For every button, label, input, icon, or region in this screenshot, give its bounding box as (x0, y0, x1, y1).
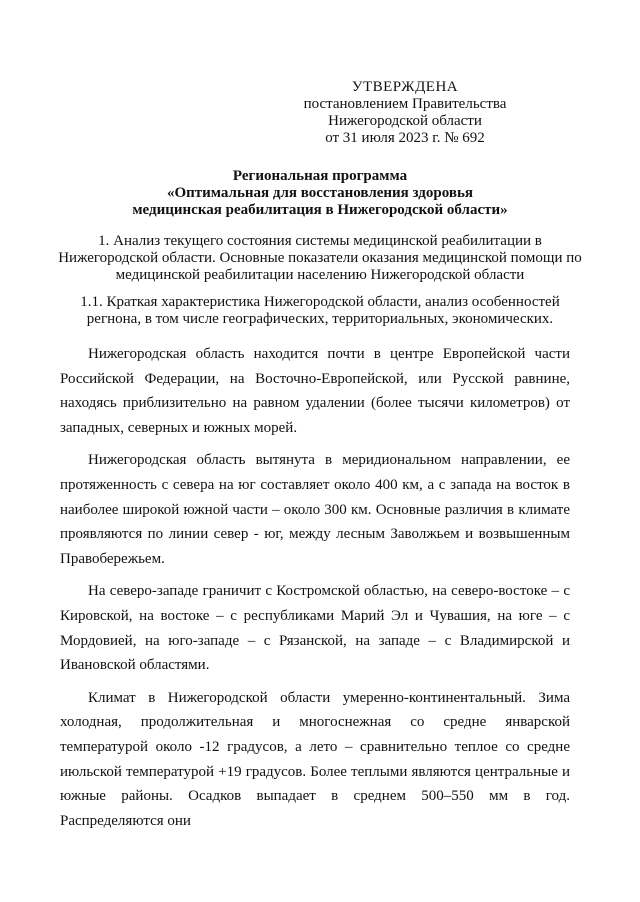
section-heading-line: медицинской реабилитации населению Нижегородской области (115, 267, 525, 283)
paragraph-location: Нижегородская область находится почти в центре Европейской части Российской Федерации, на Восточно-Европейской, или Русской равнине, находясь приблизительно на равном удалении (более тысячи километров) от западных, северных и южных морей. (60, 346, 570, 436)
program-title (60, 168, 580, 219)
paragraph-borders: На северо-западе граничит с Костромской областью, на северо-востоке – с Кировской, на востоке – с республиками Марий Эл и Чувашия, на юге – с Мордовией, на юго-западе – с Рязанской, на западе – с Владимирской и Ивановской областями. (60, 583, 570, 674)
paragraph-extent: Нижегородская область вытянута в меридиональном направлении, ее протяженность с севера на юг составляет около 400 км, а с запада на восток в наиболее широкой южной части – около 300 км. Основные различия в климате проявляются по линии север - юг, между лесным Заволжьем и возвышенным Правобережьем. (60, 452, 570, 567)
paragraph-climate: Климат в Нижегородской области умеренно-континентальный. Зима холодная, продолжительная и многоснежная со средне январской температурой около -12 градусов, а лето – сравнительно теплое со средне июльской температурой +19 градусов. Более теплыми являются центральные и южные районы. Осадков выпадает в среднем 500–550 мм в год. Распределяются они (60, 689, 570, 829)
subsection-heading-line: регнона, в том числе географических, территориальных, экономических. (86, 311, 554, 327)
subsection-heading-line: 1.1. Краткая характеристика Нижегородской области, анализ особенностей (80, 294, 560, 310)
approval-block (300, 79, 510, 147)
subsection-heading (55, 294, 585, 328)
approval-date-line: от 31 июля 2023 г. № 692 (325, 130, 485, 146)
program-title-line: «Оптимальная для восстановления здоровья (166, 185, 473, 201)
document-body (60, 342, 570, 833)
section-heading (55, 233, 585, 284)
program-title-line: Региональная программа (232, 168, 408, 184)
program-title-line: медицинская реабилитация в Нижегородской области» (132, 202, 508, 218)
section-heading-line: Нижегородской области. Основные показатели оказания медицинской помощи по (58, 250, 582, 266)
section-heading-line: 1. Анализ текущего состояния системы медицинской реабилитации в (98, 233, 542, 249)
approval-line: Нижегородской области (328, 113, 482, 129)
approval-line: постановлением Правительства (303, 96, 507, 112)
approval-heading: УТВЕРЖДЕНА (351, 79, 459, 95)
